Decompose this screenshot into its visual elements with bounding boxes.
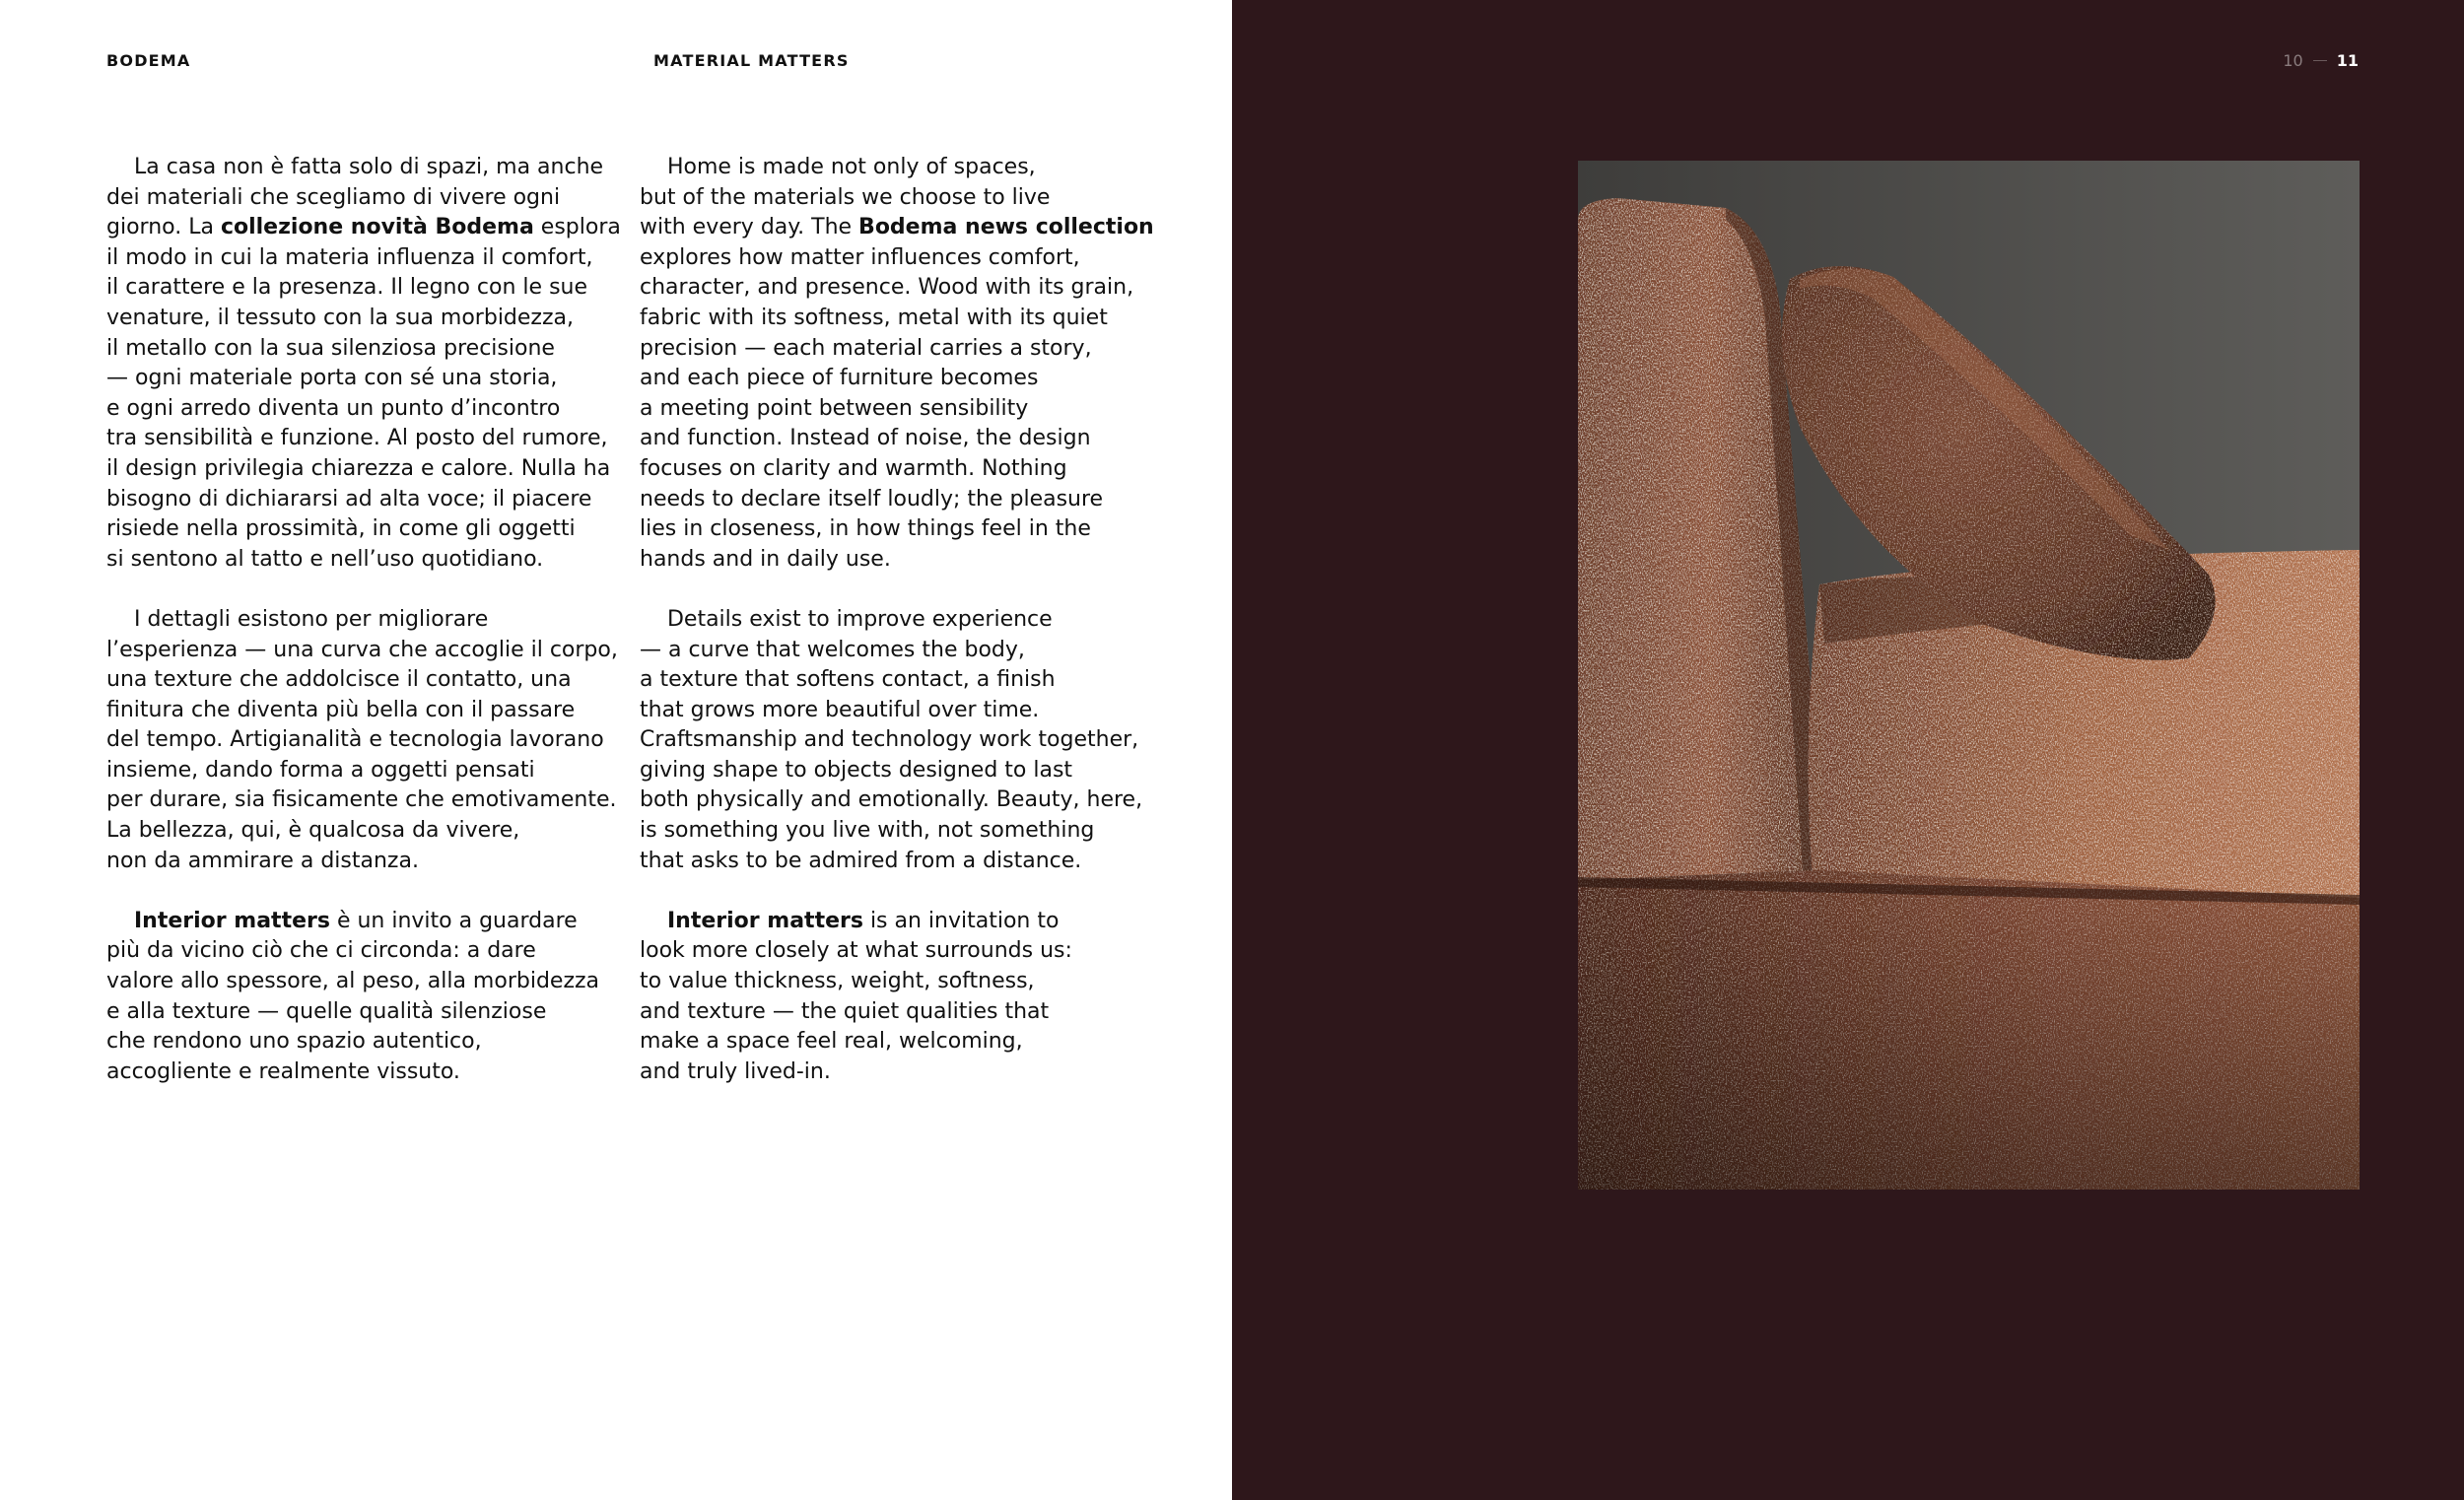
page-number-left: 10 <box>2283 51 2303 70</box>
english-text-column <box>640 153 1172 1087</box>
text-run: explores how matter influences comfort, <box>640 244 1080 270</box>
italian-para3-line <box>106 997 639 1028</box>
english-para2-line <box>640 785 1172 816</box>
text-run: insieme, dando forma a oggetti pensati <box>106 757 535 783</box>
text-run: and each piece of furniture becomes <box>640 366 1039 391</box>
text-run: character, and presence. Wood with its grain, <box>640 275 1134 301</box>
italian-para1-line <box>106 364 639 394</box>
text-run: più da vicino ciò che ci circonda: a dare <box>106 938 536 964</box>
text-run: La casa non è fatta solo di spazi, ma anche <box>106 155 604 179</box>
italian-para1-line <box>106 304 639 334</box>
italian-text-column <box>106 153 639 1087</box>
english-para2-line <box>640 816 1172 847</box>
text-run: — ogni materiale porta con sé una storia, <box>106 366 558 391</box>
text-run: fabric with its softness, metal with its quiet <box>640 305 1108 330</box>
paragraph-gap <box>640 575 1172 605</box>
italian-para1-line <box>106 424 639 454</box>
text-run: make a space feel real, welcoming, <box>640 1029 1023 1055</box>
bold-text-run: Interior matters <box>666 908 863 933</box>
text-run: is an invitation to <box>862 908 1060 933</box>
paragraph-gap <box>640 876 1172 907</box>
text-run: both physically and emotionally. Beauty, here, <box>640 787 1143 813</box>
text-run: look more closely at what surrounds us: <box>640 938 1072 964</box>
english-para1-line <box>640 183 1172 214</box>
english-para1-line <box>640 213 1172 243</box>
text-run: e alla texture — quelle qualità silenziose <box>106 998 547 1024</box>
italian-para1-line <box>106 213 639 243</box>
english-para1-line <box>640 485 1172 515</box>
text-run: Home is made not only of spaces, <box>640 155 1036 179</box>
brand-header: BODEMA <box>106 51 191 70</box>
english-para2-line <box>640 725 1172 756</box>
text-run: è un invito a guardare <box>329 908 578 933</box>
italian-para2-line <box>106 725 639 756</box>
english-para1-line <box>640 153 1172 183</box>
text-run: non da ammirare a distanza. <box>106 848 419 873</box>
page-number-right: 11 <box>2336 51 2359 70</box>
english-para1-line <box>640 424 1172 454</box>
english-para3-line <box>640 907 1172 937</box>
english-para2-line <box>640 696 1172 726</box>
italian-para3-line <box>106 907 639 937</box>
english-para1-line <box>640 454 1172 485</box>
text-run: del tempo. Artigianalità e tecnologia lavorano <box>106 727 604 753</box>
text-run: giving shape to objects designed to last <box>640 757 1073 783</box>
text-run: valore allo spessore, al peso, alla morbidezza <box>106 969 600 994</box>
text-run: — a curve that welcomes the body, <box>640 637 1025 662</box>
text-run: il metallo con la sua silenziosa precisione <box>106 335 555 361</box>
italian-para2-line <box>106 636 639 666</box>
text-run: Details exist to improve experience <box>640 606 1053 632</box>
section-header: MATERIAL MATTERS <box>653 51 850 70</box>
text-run: giorno. La <box>106 215 221 240</box>
text-run: needs to declare itself loudly; the pleasure <box>640 486 1104 511</box>
text-run: venature, il tessuto con la sua morbidezza, <box>106 305 574 330</box>
english-para1-line <box>640 243 1172 274</box>
sofa-fabric-photo <box>1578 161 2360 1190</box>
bold-text-run: Interior matters <box>133 908 330 933</box>
page-number-separator <box>2313 60 2327 61</box>
italian-para1-line <box>106 183 639 214</box>
text-run <box>640 909 667 933</box>
english-para1-line <box>640 334 1172 365</box>
page-numbers <box>2283 51 2359 70</box>
text-run: per durare, sia fisicamente che emotivamente. <box>106 787 617 813</box>
italian-para2-line <box>106 847 639 877</box>
italian-para1-line <box>106 454 639 485</box>
text-run: l’esperienza — una curva che accoglie il corpo, <box>106 637 618 662</box>
italian-para2-line <box>106 785 639 816</box>
english-para3-line <box>640 997 1172 1028</box>
text-run <box>106 909 134 933</box>
text-run: lies in closeness, in how things feel in the <box>640 516 1091 542</box>
english-para2-line <box>640 605 1172 636</box>
text-run: focuses on clarity and warmth. Nothing <box>640 455 1067 481</box>
english-para1-line <box>640 514 1172 545</box>
english-para2-line <box>640 665 1172 696</box>
text-run: and texture — the quiet qualities that <box>640 998 1050 1024</box>
text-run: si sentono al tatto e nell’uso quotidiano. <box>106 546 544 572</box>
english-para1-line <box>640 364 1172 394</box>
english-para1-line <box>640 394 1172 425</box>
text-run: finitura che diventa più bella con il passare <box>106 697 576 722</box>
italian-para1-line <box>106 153 639 183</box>
text-run: bisogno di dichiararsi ad alta voce; il piacere <box>106 486 592 511</box>
italian-para2-line <box>106 665 639 696</box>
text-run: with every day. The <box>640 215 859 240</box>
english-para1-line <box>640 545 1172 576</box>
text-run: e ogni arredo diventa un punto d’incontro <box>106 395 561 421</box>
paragraph-gap <box>106 876 639 907</box>
text-run: that grows more beautiful over time. <box>640 697 1040 722</box>
english-para3-line <box>640 1057 1172 1088</box>
text-run: La bellezza, qui, è qualcosa da vivere, <box>106 818 520 844</box>
text-run: il modo in cui la materia influenza il comfort, <box>106 244 593 270</box>
english-para2-line <box>640 847 1172 877</box>
italian-para1-line <box>106 394 639 425</box>
text-run: il design privilegia chiarezza e calore. Nulla ha <box>106 455 611 481</box>
text-run: il carattere e la presenza. Il legno con le sue <box>106 275 588 301</box>
english-para2-line <box>640 756 1172 786</box>
text-run: and function. Instead of noise, the design <box>640 426 1091 451</box>
english-para1-line <box>640 273 1172 304</box>
english-para1-line <box>640 304 1172 334</box>
text-run: Craftsmanship and technology work together, <box>640 727 1139 753</box>
italian-para1-line <box>106 545 639 576</box>
italian-para1-line <box>106 273 639 304</box>
text-run: precision — each material carries a story, <box>640 335 1092 361</box>
text-run: I dettagli esistono per migliorare <box>106 606 489 632</box>
italian-para2-line <box>106 816 639 847</box>
italian-para1-line <box>106 334 639 365</box>
english-para3-line <box>640 1027 1172 1057</box>
italian-para2-line <box>106 696 639 726</box>
english-para3-line <box>640 967 1172 997</box>
italian-para3-line <box>106 1027 639 1057</box>
italian-para2-line <box>106 756 639 786</box>
text-run: to value thickness, weight, softness, <box>640 969 1035 994</box>
english-para2-line <box>640 636 1172 666</box>
paragraph-gap <box>106 575 639 605</box>
text-run: but of the materials we choose to live <box>640 184 1051 210</box>
italian-para3-line <box>106 967 639 997</box>
text-run: che rendono uno spazio autentico, <box>106 1029 482 1055</box>
text-run: esplora <box>533 215 621 240</box>
text-run: tra sensibilità e funzione. Al posto del rumore, <box>106 426 608 451</box>
italian-para1-line <box>106 243 639 274</box>
italian-para1-line <box>106 485 639 515</box>
text-run: risiede nella prossimità, in come gli oggetti <box>106 516 576 542</box>
text-run: that asks to be admired from a distance. <box>640 848 1082 873</box>
text-run: dei materiali che scegliamo di vivere ogni <box>106 184 561 210</box>
italian-para3-line <box>106 936 639 967</box>
english-para3-line <box>640 936 1172 967</box>
bold-text-run: collezione novità Bodema <box>220 215 534 240</box>
text-run: a texture that softens contact, a finish <box>640 667 1056 693</box>
text-run: una texture che addolcisce il contatto, una <box>106 667 572 693</box>
text-run: is something you live with, not something <box>640 818 1095 844</box>
italian-para2-line <box>106 605 639 636</box>
text-run: and truly lived-in. <box>640 1058 831 1084</box>
text-run: accogliente e realmente vissuto. <box>106 1058 460 1084</box>
bold-text-run: Bodema news collection <box>858 215 1154 240</box>
italian-para1-line <box>106 514 639 545</box>
italian-para3-line <box>106 1057 639 1088</box>
text-run: a meeting point between sensibility <box>640 395 1029 421</box>
text-run: hands and in daily use. <box>640 546 891 572</box>
